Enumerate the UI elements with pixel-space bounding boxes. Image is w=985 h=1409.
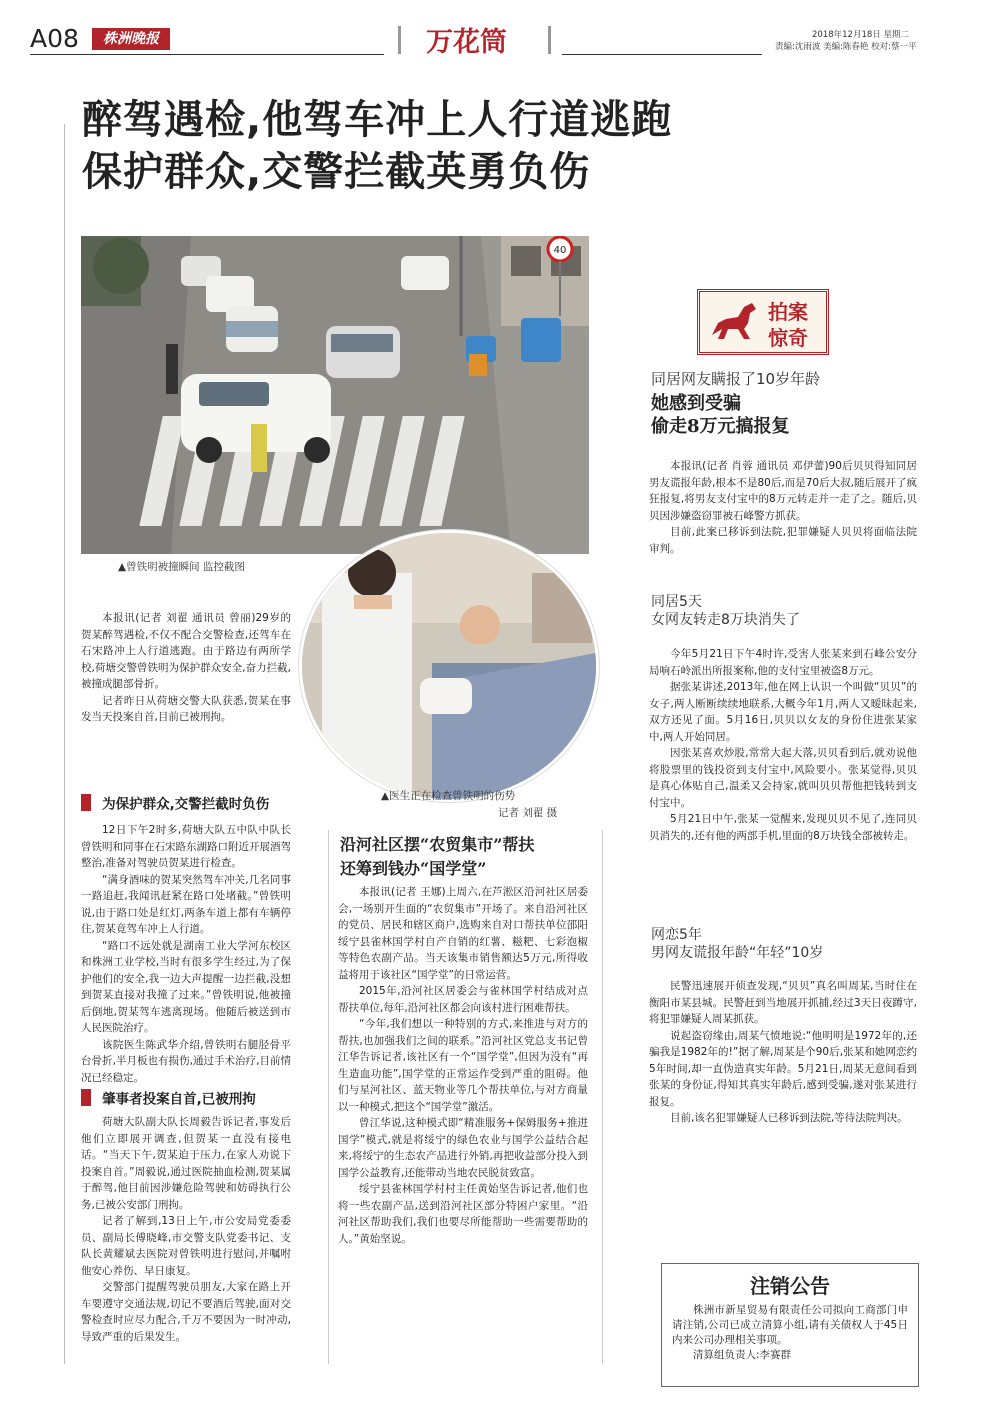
market-paragraph-5: 绥宁县雀林国学村村主任黄始坚告诉记者,他们也将一些农副产品,送到沿河社区部分特困户家里。“沿河社区帮助我们,我们也要尽所能帮助一些需要帮助的人。”黄始坚说。: [338, 1183, 588, 1245]
street-photo-illustration: [81, 236, 589, 554]
market-story-title-1: 沿河社区摆“农贸集市”帮扶: [340, 835, 535, 854]
section1-paragraph-4: 该院医生陈武华介绍,曾铁明右腿胫骨平台骨折,半月板也有损伤,通过手术治疗,目前情况已经稳定。: [81, 1038, 291, 1084]
headline-line-1: 醉驾遇检,他驾车冲上人行道逃跑: [82, 97, 673, 143]
case-title-big-1: 她感到受骗: [651, 393, 741, 414]
market-story-body: [338, 884, 588, 1247]
paper-logo: [92, 28, 170, 50]
section2-paragraph-3: 交警部门提醒驾驶员朋友,大家在路上开车要遵守交通法规,切记不要酒后驾驶,面对交警检查时应尽力配合,千万不要因为一时冲动,导致严重的后果发生。: [81, 1281, 291, 1343]
hospital-photo-caption-2: 记者 刘翟 摄: [498, 807, 558, 819]
horse-icon: [704, 295, 764, 347]
cancellation-notice: [661, 1263, 919, 1387]
case-sub2-line2: 男网友谎报年龄“年轻”10岁: [651, 945, 824, 961]
main-story-section-2: [81, 1114, 291, 1345]
case-sub2-line1: 网恋5年: [651, 927, 702, 943]
section2-paragraph-2: 记者了解到,13日上午,市公安局党委委员、副局长傅晓峰,市交警支队党委书记、支队长黄耀斌去医院对曾铁明进行慰问,并嘱咐他安心养伤、早日康复。: [81, 1215, 291, 1277]
case-section1-paragraph-1: 今年5月21日下午4时许,受害人张某来到石峰公安分局响石岭派出所报案称,他的支付宝里被盗8万元。: [649, 648, 917, 677]
case-title-small: 同居网友瞒报了10岁年龄: [651, 370, 821, 388]
intro-paragraph-1: 本报讯(记者 刘翟 通讯员 曾丽)29岁的贺某醉驾遇检,不仅不配合交警检查,还驾车在石宋路冲上人行道逃跑。由于路边有两所学校,荷塘交警曾铁明为保护群众安全,奋力拦截,被撞成腿部骨折。: [81, 612, 291, 690]
subhead-2: [81, 1087, 316, 1107]
case-sub1-line2: 女网友转走8万块消失了: [651, 612, 800, 628]
market-story-title-2: 还筹到钱办“国学堂”: [340, 859, 487, 878]
notice-body: 株洲市新星贸易有限责任公司拟向工商部门申请注销,公司已成立清算小组,请有关债权人于45日内来公司办理相关事项。: [672, 1304, 908, 1346]
case-section2-paragraph-3: 目前,该名犯罪嫌疑人已移诉到法院,等待法院判决。: [670, 1112, 908, 1124]
masthead-divider-right: [548, 26, 551, 54]
subhead-1-text: 为保护群众,交警拦截时负伤: [102, 796, 270, 813]
subhead-2-marker: [81, 1089, 91, 1106]
case-section1-paragraph-4: 5月21日中午,张某一觉醒来,发现贝贝不见了,连同贝贝消失的,还有他的两部手机,里面的8万块钱全部被转走。: [649, 813, 917, 842]
intro-paragraph-2: 记者昨日从荷塘交警大队获悉,贺某在事发当天投案自首,目前已被刑拘。: [81, 694, 291, 723]
case-intro-paragraph-2: 目前,此案已移诉到法院,犯罪嫌疑人贝贝将面临法院审判。: [649, 526, 917, 555]
notice-title: 注销公告: [750, 1274, 830, 1298]
paper-logo-text: 株洲晚报: [103, 31, 159, 47]
hospital-photo: [299, 530, 599, 802]
masthead-rule-right: [562, 54, 762, 55]
column-rule-2: [602, 830, 603, 1364]
section1-paragraph-3: “路口不远处就是湖南工业大学河东校区和株洲工业学校,当时有很多学生经过,为了保护他们的安全,我一边大声提醒一边拦截,没想到贺某直接对我撞了过来。”曾铁明说,他被撞后倒地,贺某驾车逃离现场。他随后被送到市人民医院治疗。: [81, 939, 291, 1034]
subhead-1-marker: [81, 794, 91, 811]
case-sub1-line1: 同居5天: [651, 594, 702, 610]
street-photo-caption: ▲曾铁明被撞瞬间 监控截图: [118, 561, 245, 573]
hospital-photo-illustration: [302, 533, 596, 799]
street-photo: [81, 236, 589, 554]
section2-paragraph-1: 荷塘大队副大队长周毅告诉记者,事发后他们立即展开调查,但贺某一直没有接电话。“当天下午,贺某迫于压力,在家人劝说下投案自首。”周毅说,通过医院抽血检测,贺某属于醉驾,他目前因涉嫌危险驾驶和妨碍执行公务,已被公安部门刑拘。: [81, 1116, 291, 1211]
section1-paragraph-2: “满身酒味的贺某突然驾车冲关,几名同事一路追赶,我闻讯赶紧在路口处堵截。”曾铁明说,由于路口处是红灯,两条车道上都有车辆停住,贺某竟驾车冲上人行道。: [81, 873, 291, 935]
section1-paragraph-1: 12日下午2时多,荷塘大队五中队中队长曾铁明和同事在石宋路东湖路口附近开展酒驾整治,准备对驾驶员贺某进行检查。: [81, 824, 291, 869]
case-section1-paragraph-3: 因张某喜欢炒股,常常大起大落,贝贝看到后,就劝说他将股票里的钱投资到支付宝中,风险要小。张某觉得,贝贝是真心体贴自己,温柔又会持家,就叫贝贝帮他把钱转到支付宝中。: [649, 747, 917, 809]
market-paragraph-3: “今年,我们想以一种特别的方式,来推进与对方的帮扶,也加强我们之间的联系。”沿河社区党总支书记曾江华告诉记者,该社区有一个“国学堂”,但因为没有“再生造血功能”,国学堂的正常运作受到严重的阻碍。他们与星河社区、蓝天物业等几个帮扶单位,与对方商量以一种模式,把这个“国学堂”激活。: [338, 1018, 588, 1113]
headline-accent-bar: [64, 124, 65, 1364]
subhead-1: [81, 792, 316, 812]
case-logo-text-2: 惊奇: [768, 326, 808, 350]
notice-signature: 清算组负责人:李赛群: [693, 1349, 792, 1361]
masthead-divider-left: [398, 26, 401, 54]
subhead-2-text: 肇事者投案自首,已被刑拘: [102, 1091, 256, 1108]
case-section2-paragraph-2: 说起盗窃缘由,周某气愤地说:“他明明是1972年的,还骗我是1982年的!”据了解,周某是个90后,张某和她网恋约5年时间,却一直伪造真实年龄。5月21日,周某无意间看到张某的身份证,得知其真实年龄后,感到受骗,遂对张某进行报复。: [649, 1029, 917, 1108]
case-intro-paragraph-1: 本报讯(记者 肖蓉 通讯员 邓伊蕾)90后贝贝得知同居男友谎报年龄,根本不是80后,而是70后大叔,随后展开了疯狂报复,将男友支付宝中的8万元转走并一走了之。随后,贝贝因涉嫌盗窃罪被石峰警方抓获。: [649, 460, 917, 522]
case-section-2: [649, 978, 917, 1127]
case-column-logo: [697, 289, 829, 355]
market-paragraph-2: 2015年,沿河社区居委会与雀林国学村结成对点帮扶单位,每年,沿河社区都会向该村进行困难帮扶。: [338, 985, 588, 1014]
hospital-photo-caption-1: ▲医生正在检查曾铁明的伤势: [381, 790, 516, 802]
speed-sign-text: 40: [553, 245, 567, 256]
case-section1-paragraph-2: 据张某讲述,2013年,他在网上认识一个叫做“贝贝”的女子,两人断断续续地联系,大概今年1月,两人又暧昧起来,双方还见了面。5月16日,贝贝以女友的身份住进张某家中,两人开始同居。: [649, 681, 917, 743]
market-paragraph-1: 本报讯(记者 王娜)上周六,在芦淞区沿河社区居委会,一场别开生面的“农贸集市”开场了。来自沿河社区的党员、居民和辖区商户,选购来自对口帮扶单位邵阳绥宁县雀林国学村自产自销的红薯、糍粑、七彩泡椒等特色农副产品。当天该集市销售额达5万元,所得收益将用于该社区“国学堂”的日常运营。: [338, 886, 588, 981]
headline-line-2: 保护群众,交警拦截英勇负伤: [82, 149, 591, 195]
case-logo-text-1: 拍案: [768, 300, 808, 324]
editor-credits: 责编:沈雨波 美编:陈春艳 校对:蔡一平: [775, 42, 917, 52]
case-section2-paragraph-1: 民警迅速展开侦查发现,“贝贝”真名叫周某,当时住在衡阳市某县城。民警赶到当地展开抓捕,经过3天日夜蹲守,将犯罪嫌疑人周某抓获。: [649, 980, 917, 1025]
case-intro: [649, 458, 917, 557]
main-story-intro: [81, 610, 291, 726]
section-title: 万花筒: [426, 27, 507, 58]
market-paragraph-4: 曾江华说,这种模式即“精准服务+保姆服务+推进国学”模式,就是将绥宁的绿色农业与国学公益结合起来,将绥宁的生态农产品进行外销,再把收益部分投入到国学公益教育,还能带动当地农民脱贫致富。: [338, 1117, 588, 1179]
main-story-section-1: [81, 822, 291, 1086]
issue-date: 2018年12月18日 星期二: [812, 30, 909, 40]
case-section-1: [649, 646, 917, 844]
case-title-big-2: 偷走8万元搞报复: [651, 416, 790, 437]
masthead-rule-left: [30, 54, 384, 55]
page-number: A08: [30, 24, 79, 53]
column-rule-1: [328, 830, 329, 1364]
